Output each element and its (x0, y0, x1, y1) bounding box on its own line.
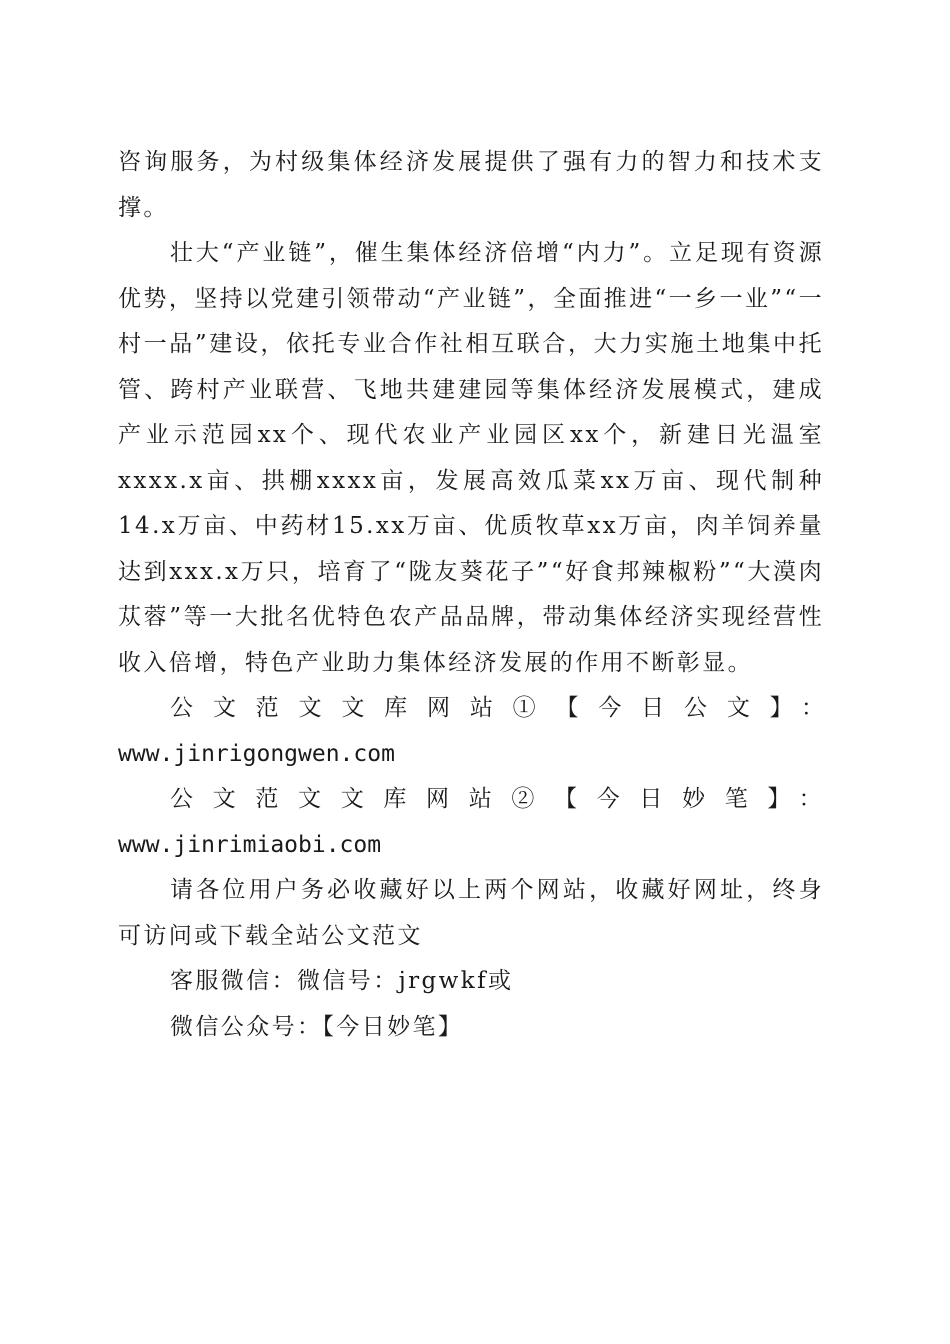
promo-official-account: 微信公众号：【今日妙笔】 (170, 1013, 464, 1040)
promo-notice: 请各位用户务必收藏好以上两个网站，收藏好网址，终身可访问或下载全站公文范文 (118, 877, 824, 949)
paragraph-consulting-services: 咨询服务，为村级集体经济发展提供了强有力的智力和技术支撑。 (118, 149, 824, 221)
promo-site-2-label: 公文范文文库网站②【今日妙笔】： (170, 786, 824, 812)
promo-site-1-url[interactable]: www.jinrigongwen.com (118, 740, 395, 767)
document-body (118, 140, 824, 1050)
promo-site-1-label: 公文范文文库网站①【今日公文】： (170, 695, 824, 721)
promo-site-2 (118, 777, 824, 868)
paragraph-industry-chain: 壮大“产业链”，催生集体经济倍增“内力”。立足现有资源优势，坚持以党建引领带动“产业链”，全面推进“一乡一业”“一村一品”建设，依托专业合作社相互联合，大力实施土地集中托管、跨村产业联营、飞地共建建园等集体经济发展模式，建成产业示范园xx个、现代农业产业园区xx个，新建日光温室xxxx.x亩、拱棚xxxx亩，发展高效瓜菜xx万亩、现代制种14.x万亩、中药材15.xx万亩、优质牧草xx万亩，肉羊饲养量达到xxx.x万只，培育了“陇友葵花子”“好食邦辣椒粉”“大漠肉苁蓉”等一大批名优特色农产品品牌，带动集体经济实现经营性收入倍增，特色产业助力集体经济发展的作用不断彰显。 (118, 240, 824, 676)
promo-wechat: 客服微信：微信号：jrgwkf或 (170, 968, 514, 994)
promo-site-2-url[interactable]: www.jinrimiaobi.com (118, 831, 382, 858)
